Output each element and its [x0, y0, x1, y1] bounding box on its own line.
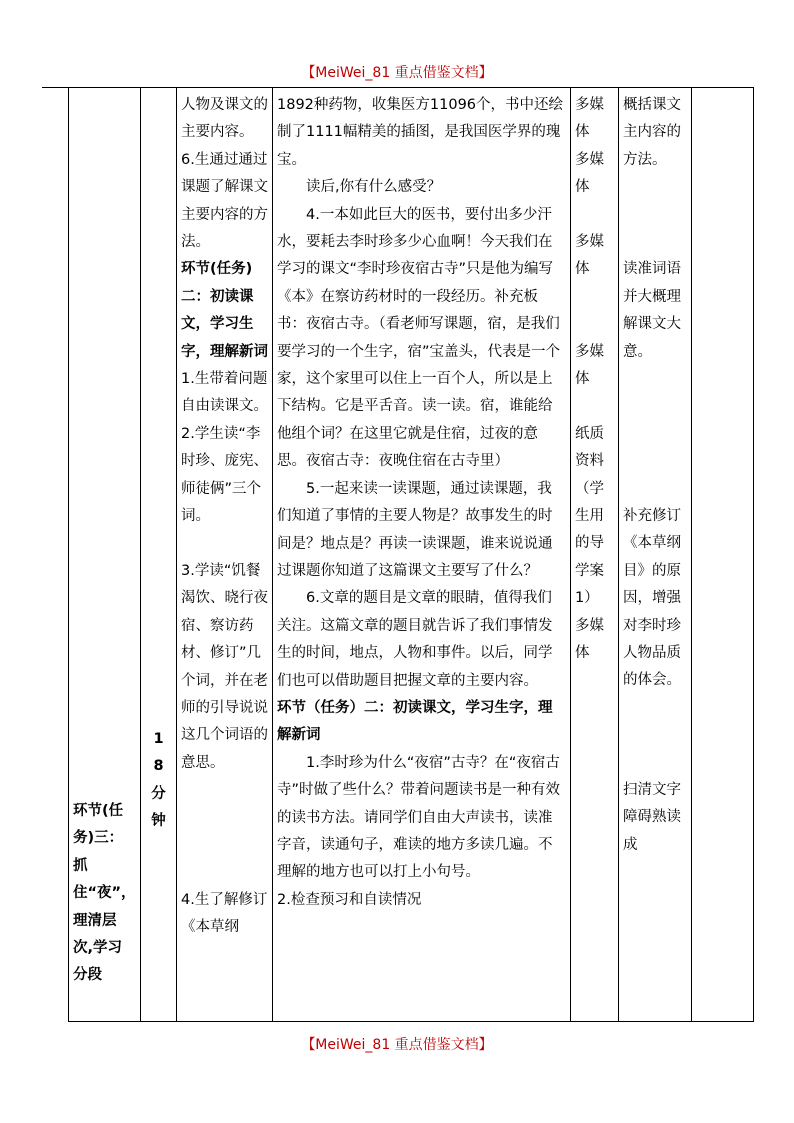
spacer [181, 531, 268, 558]
intent-3: 补充修订《本草纲目》的原因，增强对李时珍人物品质的体会。 [623, 508, 681, 689]
teacher-text-8: 2.检查预习和自读情况 [277, 891, 422, 908]
table-row [69, 88, 754, 1022]
media-5: 纸质资料（学生用的导学案1） [575, 425, 604, 607]
spacer [623, 366, 687, 503]
duration-cell [141, 88, 177, 1022]
teacher-text-2: 读后,你有什么感受？ [306, 179, 442, 196]
watermark-header: 【MeiWei_81 重点借鉴文档】 [301, 65, 493, 81]
student-text-4: 1.生带着问题自由读课文。 [181, 371, 268, 415]
watermark-footer: 【MeiWei_81 重点借鉴文档】 [301, 1037, 493, 1053]
media-1: 多媒体 [575, 97, 604, 141]
duration-num1: 1 [153, 731, 164, 747]
teacher-section-title: 环节（任务）二：初读课文，学习生字，理解新词 [277, 699, 553, 744]
spacer [575, 284, 614, 339]
intent-2: 读准词语并大概理解课文大意。 [623, 261, 681, 360]
teacher-text-1: 1892种药物，收集医方11096个，书中还绘制了1111幅精美的插图，是我国医学界的瑰宝。 [277, 97, 564, 168]
spacer [575, 202, 614, 229]
student-section-title: 环节(任务)二：初读课文，学习生字，理解新词 [181, 261, 268, 360]
spacer [623, 695, 687, 777]
media-3: 多媒体 [575, 234, 604, 278]
teacher-text-4: 5.一起来读一读课题，通过读课题，我们知道了事情的主要人物是？故事发生的时间是？地点是？再读一读课题，谁来说说通过课题你知道了这篇课文主要写了什么？ [277, 480, 553, 579]
student-activity-cell [177, 88, 273, 1022]
intent-1: 概括课文主内容的方法。 [623, 97, 681, 168]
intent-4: 扫清文字障碍熟读成 [623, 782, 681, 853]
student-text-1: 人物及课文的主要内容。 [181, 97, 268, 141]
stage-cell [69, 88, 141, 1022]
lesson-plan-table [68, 87, 754, 1022]
student-text-5: 2.学生读“李时珍、庞宪、师徒俩”三个词。 [181, 425, 268, 525]
duration-num2: 8 [153, 758, 164, 775]
teacher-text-3: 4.一本如此巨大的医书，要付出多少汗水，要耗去李时珍多少心血啊！今天我们在学习的课文“李时珍夜宿古寺”只是他为编写《本》在察访药材时的一段经历。补充板书：夜宿古寺。（看老师写课题，宿，是我们要学习的一个生字，宿”宝盖头，代表是一个家，这个家里可以住上一百个人，所以是上下结构。它是平舌音。读一读。宿，谁能给他组个词？在这里它就是住宿，过夜的意思。夜宿古寺：夜晚住宿在古寺里） [277, 206, 561, 470]
student-text-7: 4.生了解修订《本草纲 [181, 891, 268, 936]
duration-unit2: 钟 [151, 813, 166, 830]
duration-unit1: 分 [151, 785, 166, 802]
spacer [623, 174, 687, 256]
media-cell [571, 88, 619, 1022]
media-4: 多媒体 [575, 343, 604, 388]
duration [145, 726, 172, 836]
teacher-activity-cell [273, 88, 571, 1022]
notes-cell [692, 88, 754, 1022]
teacher-text-7: 1.李时珍为什么“夜宿”古寺？在“夜宿古寺”时做了些什么？带着问题读书是一种有效的读书方法。请同学们自由大声读书，读准字音，读通句子，难读的地方多读几遍。不理解的地方也可以打上小句号。 [277, 754, 561, 881]
student-text-6: 3.学读“饥餐渴饮、晓行夜宿、察访药材、修订”几个词，并在老师的引导说说这几个词语的意思。 [181, 562, 268, 771]
media-2: 多媒体 [575, 151, 604, 196]
intent-cell [619, 88, 692, 1022]
teacher-text-5: 6.文章的题目是文章的眼睛，值得我们关注。这篇文章的题目就告诉了我们事情发生的时间，地点，人物和事件。以后，同学们也可以借助题目把握文章的主要内容。 [277, 590, 553, 689]
student-text-2: 6.生通过通过课题了解课文主要内容的方法。 [181, 151, 268, 251]
spacer [181, 777, 268, 887]
stage-title: 环节(任务)三：抓住“夜”，理清层次,学习分段 [73, 803, 136, 984]
media-6: 多媒体 [575, 617, 604, 662]
spacer [575, 393, 614, 420]
